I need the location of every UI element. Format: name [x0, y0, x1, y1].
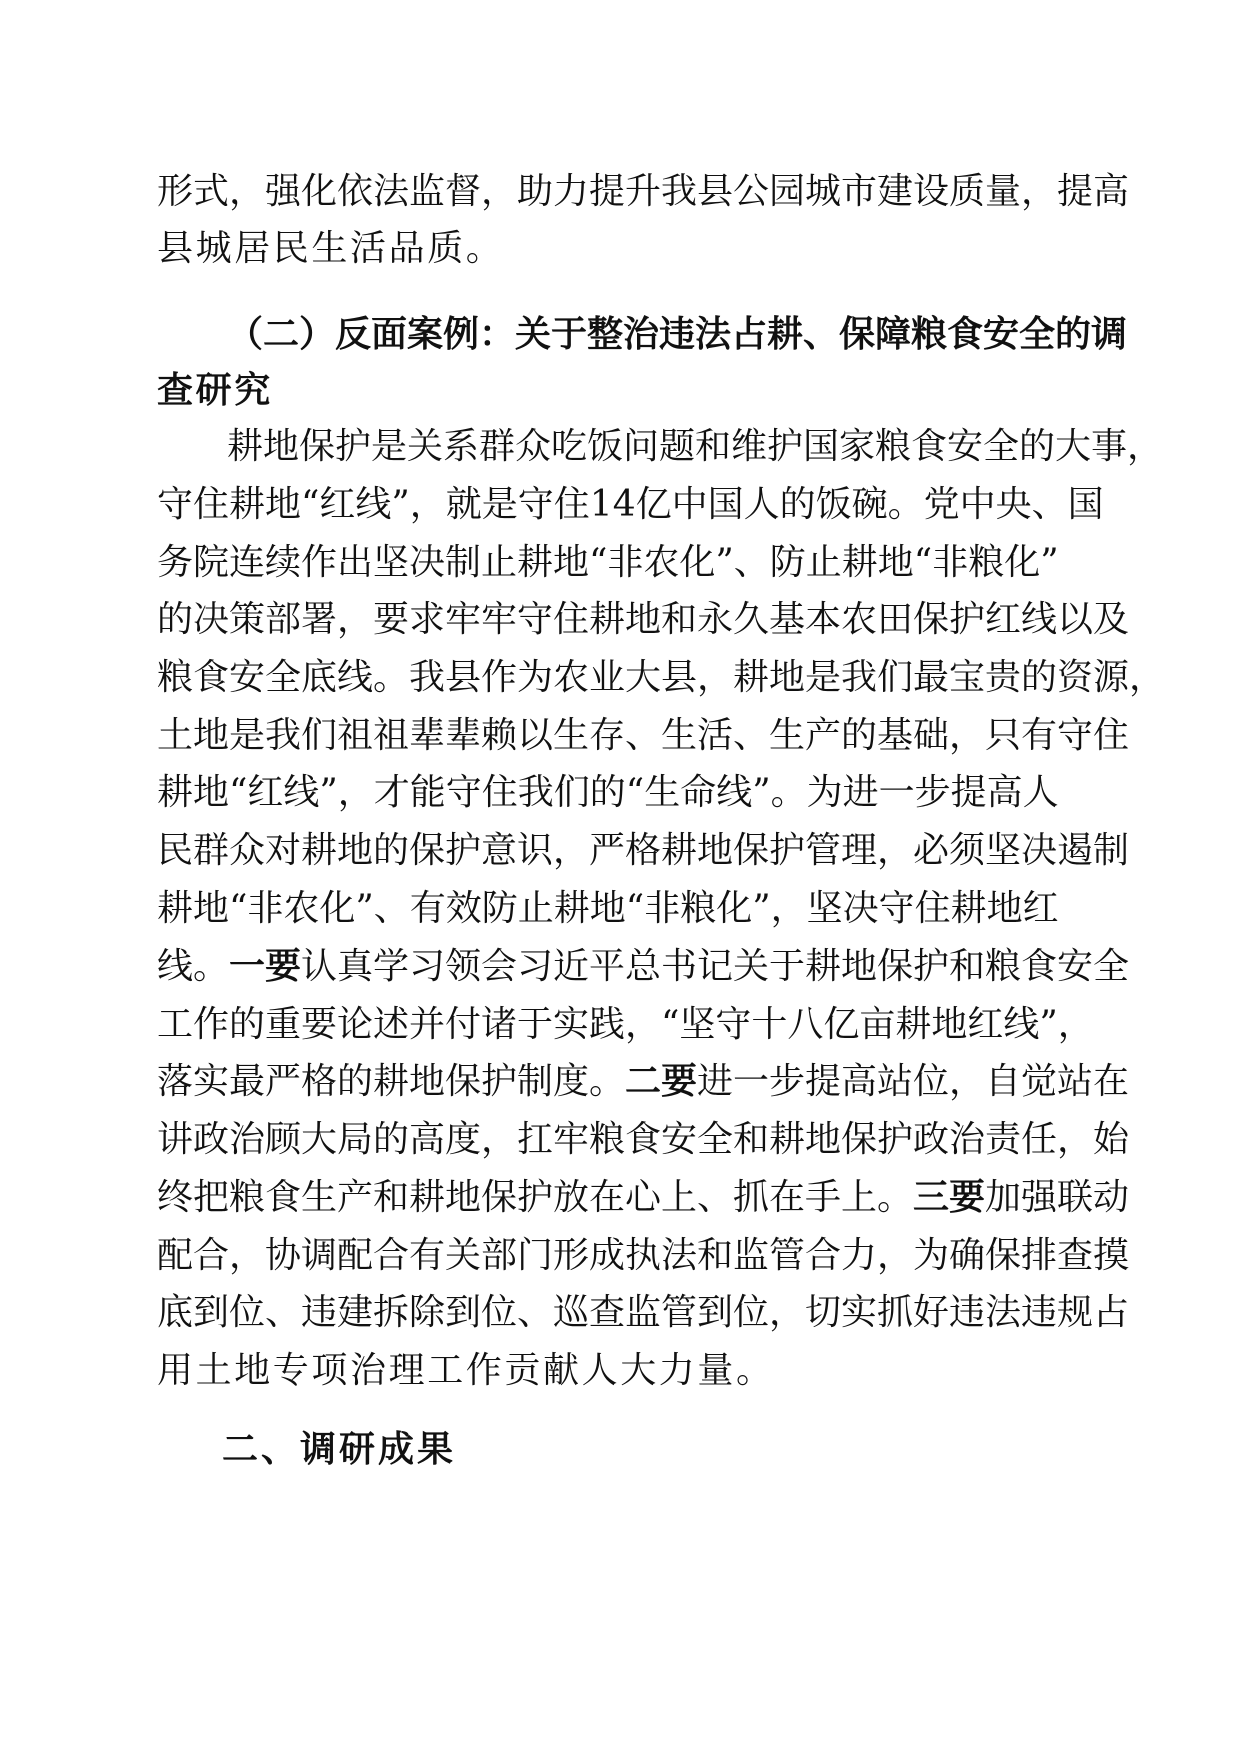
- paragraph-line: 的决策部署，要求牢牢守住耕地和永久基本农田保护红线以及: [157, 599, 1130, 640]
- subheading-line: 查研究: [157, 370, 273, 411]
- line-text: 落实最严格的耕地保护制度。: [157, 1061, 626, 1102]
- keyword-first: 一要: [229, 946, 302, 987]
- paragraph-line: 县城居民生活品质。: [157, 228, 505, 269]
- keyword-second: 二要: [625, 1061, 698, 1102]
- paragraph-line: 耕地保护是关系群众吃饭问题和维护国家粮食安全的大事，: [227, 426, 1164, 467]
- paragraph-line: 形式，强化依法监督，助力提升我县公园城市建设质量，提高: [157, 171, 1130, 212]
- paragraph-line: 耕地“非农化”、有效防止耕地“非粮化”，坚决守住耕地红: [157, 888, 1059, 929]
- subheading-line: （二）反面案例：关于整治违法占耕、保障粮食安全的调: [227, 314, 1128, 355]
- line-text: 加强联动: [985, 1177, 1130, 1218]
- paragraph-line: [157, 1053, 1130, 1111]
- paragraph-line: 工作的重要论述并付诸于实践，“坚守十八亿亩耕地红线”，: [157, 1004, 1094, 1045]
- paragraph-line: 配合，协调配合有关部门形成执法和监管合力，为确保排查摸: [157, 1235, 1130, 1276]
- paragraph-line: 土地是我们祖祖辈辈赖以生存、生活、生产的基础，只有守住: [157, 715, 1130, 756]
- paragraph-line: 粮食安全底线。我县作为农业大县，耕地是我们最宝贵的资源，: [157, 657, 1166, 698]
- line-text: 线。: [157, 946, 230, 987]
- line-text: 进一步提高站位，自觉站在: [697, 1061, 1130, 1102]
- paragraph-line: [157, 1169, 1130, 1227]
- paragraph-line: [157, 938, 1130, 996]
- paragraph-line: 耕地“红线”，才能守住我们的“生命线”。为进一步提高人: [157, 772, 1059, 813]
- paragraph-line: 用土地专项治理工作贡献人大力量。: [157, 1350, 775, 1391]
- paragraph-line: 讲政治顾大局的高度，扛牢粮食安全和耕地保护政治责任，始: [157, 1119, 1130, 1160]
- line-text: 终把粮食生产和耕地保护放在心上、抓在手上。: [157, 1177, 914, 1218]
- paragraph-line: 守住耕地“红线”，就是守住14亿中国人的饭碗。党中央、国: [157, 484, 1104, 525]
- paragraph-line: 务院连续作出坚决制止耕地“非农化”、防止耕地“非粮化”: [157, 542, 1059, 583]
- section-heading: 二、调研成果: [222, 1429, 457, 1470]
- keyword-third: 三要: [913, 1177, 986, 1218]
- paragraph-line: 民群众对耕地的保护意识，严格耕地保护管理，必须坚决遏制: [157, 830, 1130, 871]
- line-text: 认真学习领会习近平总书记关于耕地保护和粮食安全: [301, 946, 1130, 987]
- paragraph-line: 底到位、违建拆除到位、巡查监管到位，切实抓好违法违规占: [157, 1292, 1130, 1333]
